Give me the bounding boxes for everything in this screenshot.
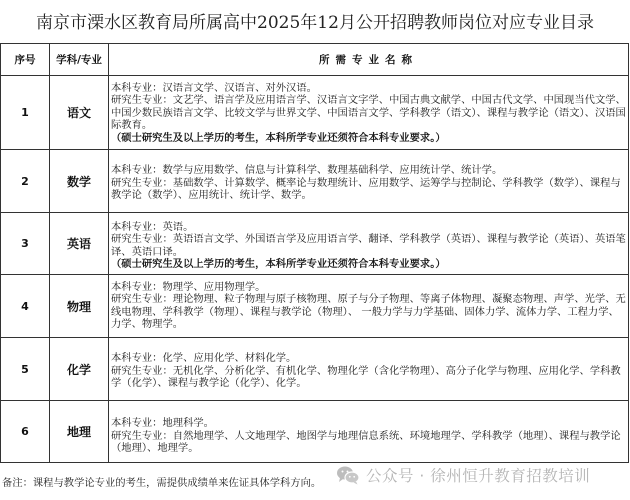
header-subject: 学科/专业: [50, 44, 109, 76]
grad-majors: 研究生专业：自然地理学、人文地理学、地图学与地理信息系统、环境地理学、学科教学（地理）、课程与教学论（地理）、地理学。: [111, 429, 621, 455]
grad-majors: 研究生专业：文艺学、语言学及应用语言学、汉语言文字学、中国古典文献学、中国古代文学、中国现当代文学、中国少数民族语言文学、比较文学与世界文学、中国语言文学、学科教学（语文）、课程与教学论（语文）、汉语国际教育。: [111, 94, 626, 132]
grad-majors: 研究生专业：基础数学、计算数学、概率论与数理统计、应用数学、运筹学与控制论、学科教学（数学）、课程与教学论（数学）、应用统计、统计学、数学。: [111, 176, 621, 202]
row-subject: 数学: [50, 150, 109, 213]
row-majors: [109, 76, 629, 150]
grad-majors: 研究生专业：理论物理、粒子物理与原子核物理、原子与分子物理、等离子体物理、凝聚态物理、声学、光学、无线电物理、学科教学（物理）、课程与教学论（物理）、 一般力学与力学基础、固体力学、流体力学、工程力学、力学、物理学。: [111, 293, 626, 330]
row-subject: 英语: [50, 213, 109, 275]
row-index: 4: [1, 275, 50, 338]
degree-note: （硕士研究生及以上学历的考生，本科所学专业还须符合本科专业要求。）: [111, 131, 446, 144]
table-row: [1, 76, 629, 150]
header-index: 序号: [1, 44, 50, 76]
row-majors: [109, 150, 629, 213]
watermark-text: 公众号 · 徐州恒升教育招教培训: [366, 467, 591, 485]
row-index: 5: [1, 338, 50, 401]
undergrad-majors: 本科专业：数学与应用数学、信息与计算科学、数理基础科学、应用统计学、统计学。: [111, 164, 503, 177]
row-index: 6: [1, 401, 50, 463]
degree-note: （硕士研究生及以上学历的考生，本科所学专业还须符合本科专业要求。）: [111, 257, 446, 270]
wechat-icon: [336, 465, 360, 485]
row-subject: 语文: [50, 76, 109, 150]
table-row: [1, 213, 629, 275]
watermark: [336, 460, 590, 490]
footnote: 备注：课程与教学论专业的考生，需提供成绩单来佐证具体学科方向。: [2, 477, 322, 489]
undergrad-majors: 本科专业：物理学、应用物理学。: [111, 280, 266, 293]
row-subject: 化学: [50, 338, 109, 401]
table-row: [1, 338, 629, 401]
majors-table: [0, 43, 629, 463]
row-subject: 物理: [50, 275, 109, 338]
table-row: [1, 275, 629, 338]
row-subject: 地理: [50, 401, 109, 463]
page-title: 南京市溧水区教育局所属高中2025年12月公开招聘教师岗位对应专业目录: [36, 13, 594, 33]
table-row: [1, 150, 629, 213]
row-majors: [109, 213, 629, 275]
table-row: [1, 401, 629, 463]
row-majors: [109, 401, 629, 463]
undergrad-majors: 本科专业：地理科学。: [111, 417, 214, 430]
grad-majors: 研究生专业：无机化学、分析化学、有机化学、物理化学（含化学物理）、高分子化学与物理、应用化学、学科教学（化学）、课程与教学论（化学）、化学。: [111, 364, 621, 390]
table-header-row: [1, 44, 629, 76]
row-majors: [109, 275, 629, 338]
undergrad-majors: 本科专业：英语。: [111, 220, 194, 233]
row-majors: [109, 338, 629, 401]
undergrad-majors: 本科专业：化学、应用化学、材料化学。: [111, 352, 297, 365]
row-index: 2: [1, 150, 50, 213]
row-index: 1: [1, 76, 50, 150]
row-index: 3: [1, 213, 50, 275]
undergrad-majors: 本科专业：汉语言文学、汉语言、对外汉语。: [111, 81, 317, 94]
grad-majors: 研究生专业：英语语言文学、外国语言学及应用语言学、翻译、学科教学（英语）、课程与教学论（英语）、英语笔译、英语口译。: [111, 233, 626, 258]
header-majors: 所需专业名称: [109, 44, 629, 76]
